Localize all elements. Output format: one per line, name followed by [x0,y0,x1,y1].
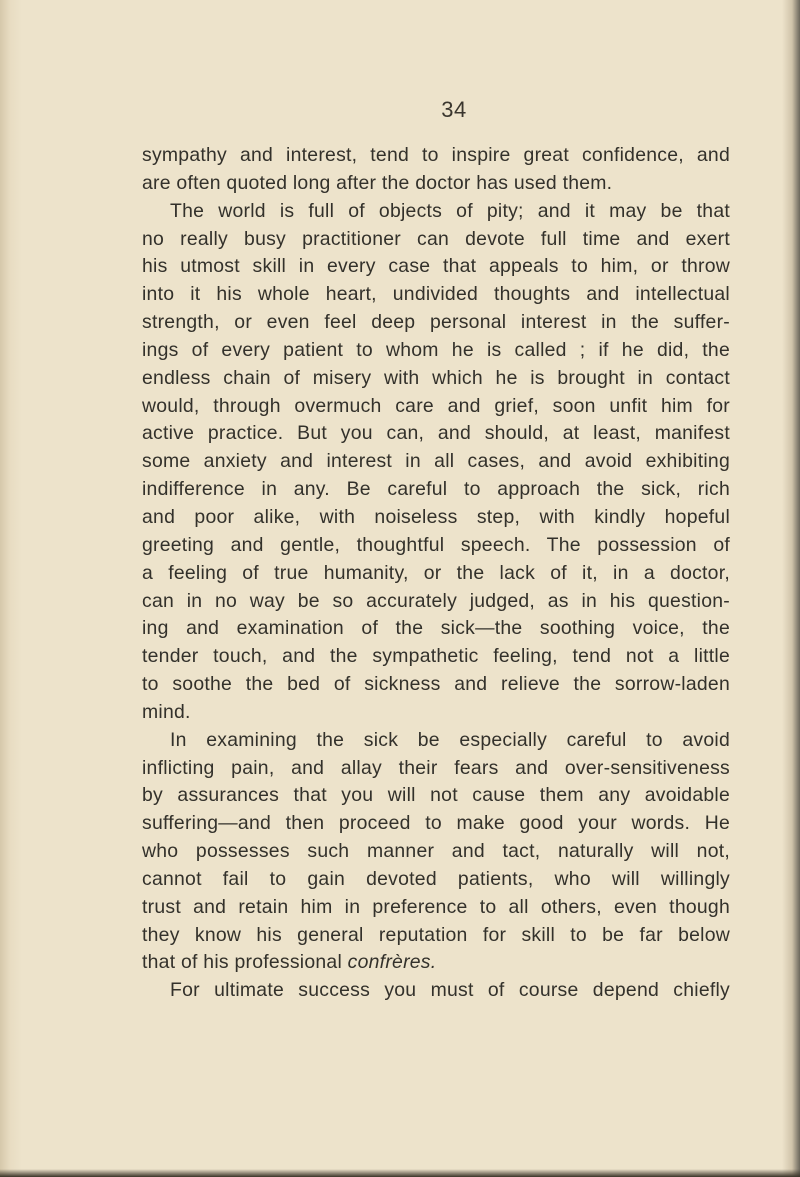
text-line-content: ings of every patient to whom he is called ; if he did, the [142,338,730,361]
italic-word: confrères. [347,951,437,974]
text-line-content: suffering—and then proceed to make good your words. He [142,812,730,835]
text-line [142,782,730,810]
text-line-content: active practice. But you can, and should, at least, manifest [142,422,730,445]
text-line [142,198,730,226]
text-line-content: a feeling of true humanity, or the lack of it, in a doctor, [142,561,730,584]
text-line-content: For ultimate success you must of course depend chiefly [170,979,730,1002]
text-line [142,393,730,421]
text-line [142,838,730,866]
text-line [142,755,730,783]
text-line [142,532,730,560]
text-line [142,949,730,977]
text-line [142,699,730,727]
text-line-content: In examining the sick be especially careful to avoid [170,728,730,751]
text-line [142,922,730,950]
text-line [142,615,730,643]
text-line-content: that of his professional [142,951,343,974]
text-line-content: would, through overmuch care and grief, soon unfit him for [142,394,730,417]
text-line-content: indifference in any. Be careful to approach the sick, rich [142,478,730,501]
text-line [142,365,730,393]
text-line-content: ing and examination of the sick—the soothing voice, the [142,617,730,640]
text-line-content: to soothe the bed of sickness and relieve the sorrow-laden [142,673,730,696]
text-line-content: sympathy and interest, tend to inspire great confidence, and [142,144,730,166]
text-line [142,560,730,588]
text-line-content: endless chain of misery with which he is brought in contact [142,366,730,389]
body-text [142,142,730,1005]
text-line-content: no really busy practitioner can devote full time and exert [142,227,730,250]
text-line [142,226,730,254]
text-line-content: mind. [142,700,191,723]
text-line [142,810,730,838]
text-line [142,643,730,671]
text-line-content: cannot fail to gain devoted patients, who will willingly [142,867,730,890]
text-line [142,476,730,504]
text-line-content: inflicting pain, and allay their fears and over-sensitiveness [142,756,730,779]
page-bottom-edge [0,1169,800,1177]
text-line-content: trust and retain him in preference to all others, even though [142,895,730,918]
text-line [142,253,730,281]
text-line [142,420,730,448]
text-line [142,281,730,309]
text-line-content: tender touch, and the sympathetic feeling, tend not a little [142,645,730,668]
text-line [142,448,730,476]
text-line-content: can in no way be so accurately judged, as in his question- [142,589,730,612]
text-line [142,671,730,699]
text-line [142,588,730,616]
text-line-content: The world is full of objects of pity; and it may be that [170,199,730,222]
text-line-content: and poor alike, with noiseless step, with kindly hopeful [142,505,730,528]
text-line-content: some anxiety and interest in all cases, and avoid exhibiting [142,450,730,473]
text-line [142,504,730,532]
text-line [142,170,730,198]
text-line [142,866,730,894]
text-line-content: strength, or even feel deep personal interest in the suffer- [142,311,730,334]
page-number: 34 [441,97,467,122]
text-line [142,337,730,365]
text-line-content: by assurances that you will not cause them any avoidable [142,784,730,807]
text-line-content: into it his whole heart, undivided thoughts and intellectual [142,283,730,306]
text-line-content: they know his general reputation for skill to be far below [142,923,730,946]
text-line-content: greeting and gentle, thoughtful speech. The possession of [142,533,730,556]
text-line [142,142,730,170]
text-line [142,894,730,922]
text-line-content: are often quoted long after the doctor has used them. [142,171,613,194]
text-line [142,309,730,337]
text-line-content: his utmost skill in every case that appeals to him, or throw [142,255,730,278]
text-line [142,727,730,755]
text-line-content: who possesses such manner and tact, naturally will not, [142,840,730,863]
text-line [142,977,730,1005]
